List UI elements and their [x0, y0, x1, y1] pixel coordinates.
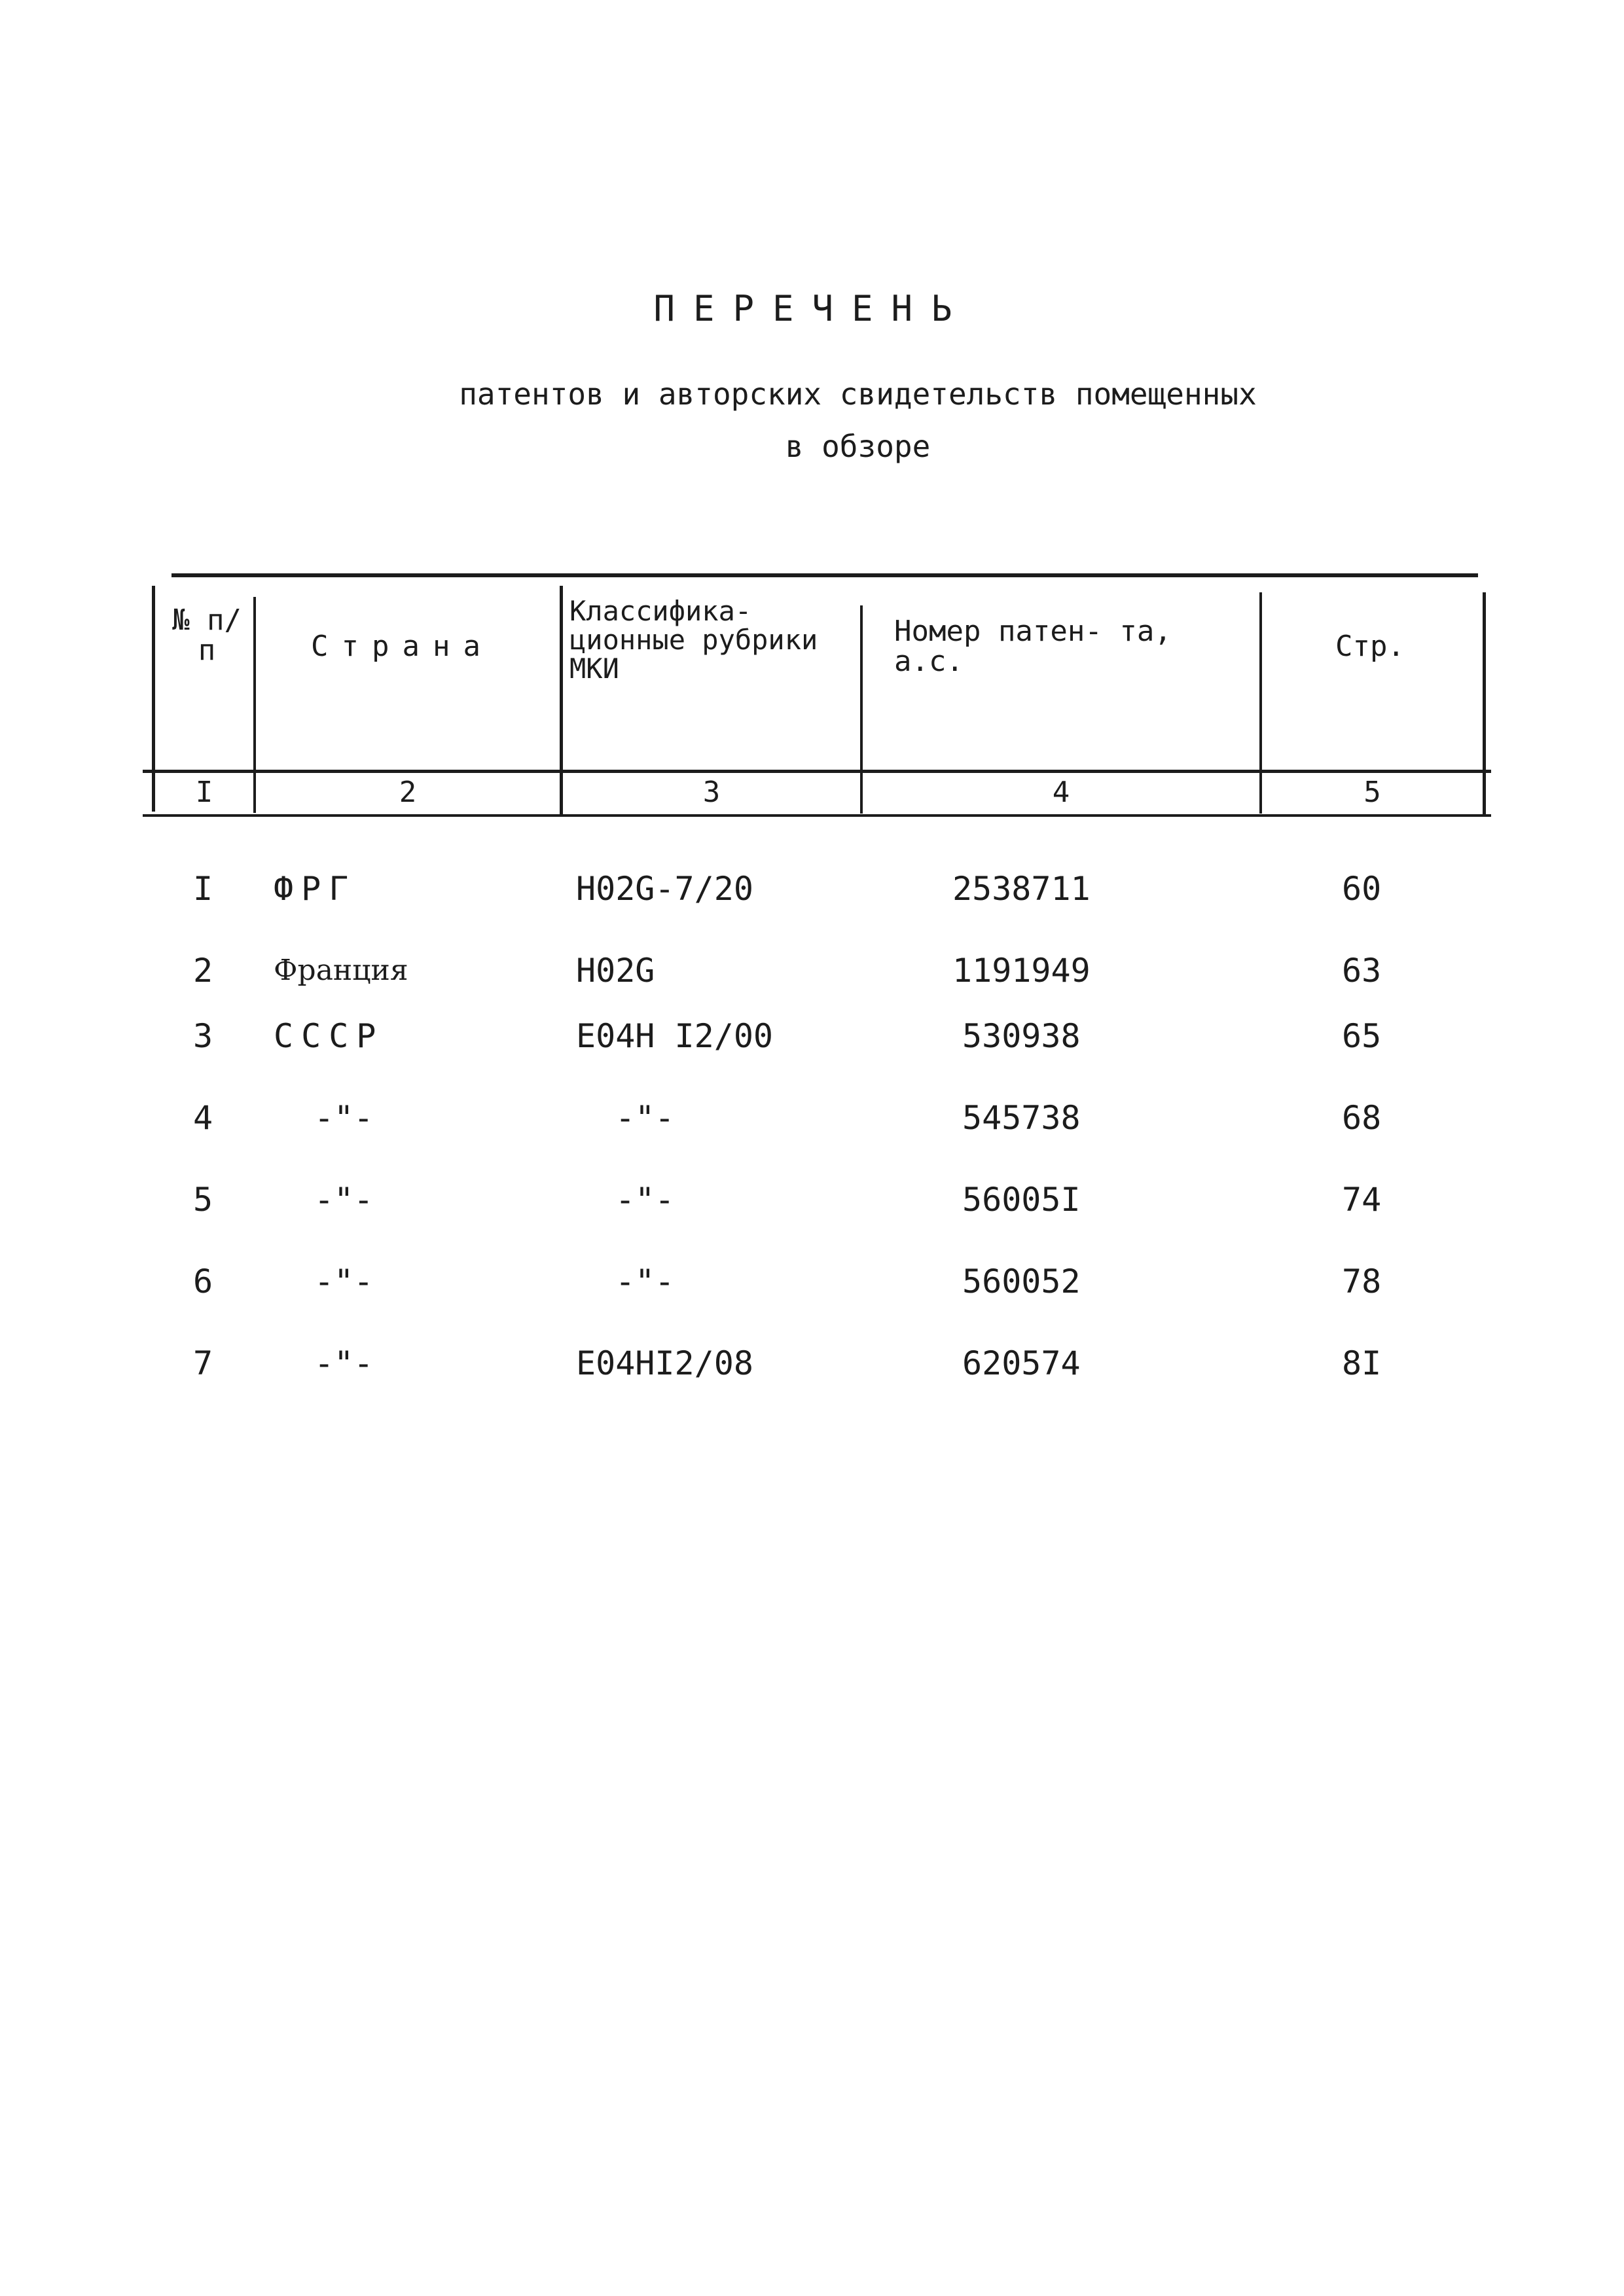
- header-patent-number: Номер патен- та, а.с.: [894, 615, 1172, 678]
- table-numbers-bottom-rule: [143, 814, 1491, 817]
- header-classification: Классифика- ционные рубрики МКИ: [569, 595, 818, 685]
- row-country: -"-: [314, 1263, 374, 1300]
- row-page: 78: [1342, 1263, 1382, 1300]
- row-number: 4: [193, 1099, 213, 1137]
- column-number-5: 5: [1363, 776, 1381, 809]
- row-patent-number: 545738: [962, 1099, 1081, 1137]
- row-patent-number: 620574: [962, 1344, 1081, 1382]
- row-classification: E04HI2/08: [576, 1344, 753, 1382]
- row-country: СССР: [274, 1017, 384, 1055]
- header-number: № п/п: [172, 603, 242, 667]
- row-classification: H02G: [576, 952, 655, 990]
- row-patent-number: 1191949: [952, 952, 1091, 990]
- row-number: I: [193, 870, 213, 908]
- row-number: 5: [193, 1181, 213, 1219]
- row-page: 65: [1342, 1017, 1382, 1055]
- row-number: 6: [193, 1263, 213, 1300]
- row-page: 60: [1342, 870, 1382, 908]
- table-header-bottom-rule: [143, 770, 1491, 773]
- row-page: 68: [1342, 1099, 1382, 1137]
- row-country: -"-: [314, 1181, 374, 1219]
- row-classification: -"-: [615, 1181, 675, 1219]
- column-number-3: 3: [702, 776, 721, 809]
- document-subtitle-line2: в обзоре: [785, 429, 931, 464]
- document-title: ПЕРЕЧЕНЬ: [653, 288, 971, 329]
- row-patent-number: 56005I: [962, 1181, 1081, 1219]
- document-subtitle-line1: патентов и авторских свидетельств помещенных: [459, 376, 1257, 412]
- row-number: 3: [193, 1017, 213, 1055]
- column-number-1: I: [195, 776, 213, 809]
- row-classification: -"-: [615, 1263, 675, 1300]
- row-patent-number: 530938: [962, 1017, 1081, 1055]
- column-number-2: 2: [399, 776, 417, 809]
- row-classification: H02G-7/20: [576, 870, 753, 908]
- row-classification: -"-: [615, 1099, 675, 1137]
- row-country: -"-: [314, 1099, 374, 1137]
- row-patent-number: 560052: [962, 1263, 1081, 1300]
- header-page: Стр.: [1335, 630, 1405, 663]
- row-number: 7: [193, 1344, 213, 1382]
- column-number-4: 4: [1052, 776, 1070, 809]
- row-page: 8I: [1342, 1344, 1382, 1382]
- table-right-border: [1483, 592, 1486, 815]
- header-country: Страна: [311, 630, 494, 663]
- row-patent-number: 2538711: [952, 870, 1091, 908]
- row-country: -"-: [314, 1344, 374, 1382]
- table-top-rule: [171, 573, 1478, 577]
- row-classification: E04H I2/00: [576, 1017, 774, 1055]
- row-country: Франция: [274, 954, 408, 987]
- row-country: ФРГ: [274, 870, 357, 908]
- row-page: 74: [1342, 1181, 1382, 1219]
- row-number: 2: [193, 952, 213, 990]
- row-page: 63: [1342, 952, 1382, 990]
